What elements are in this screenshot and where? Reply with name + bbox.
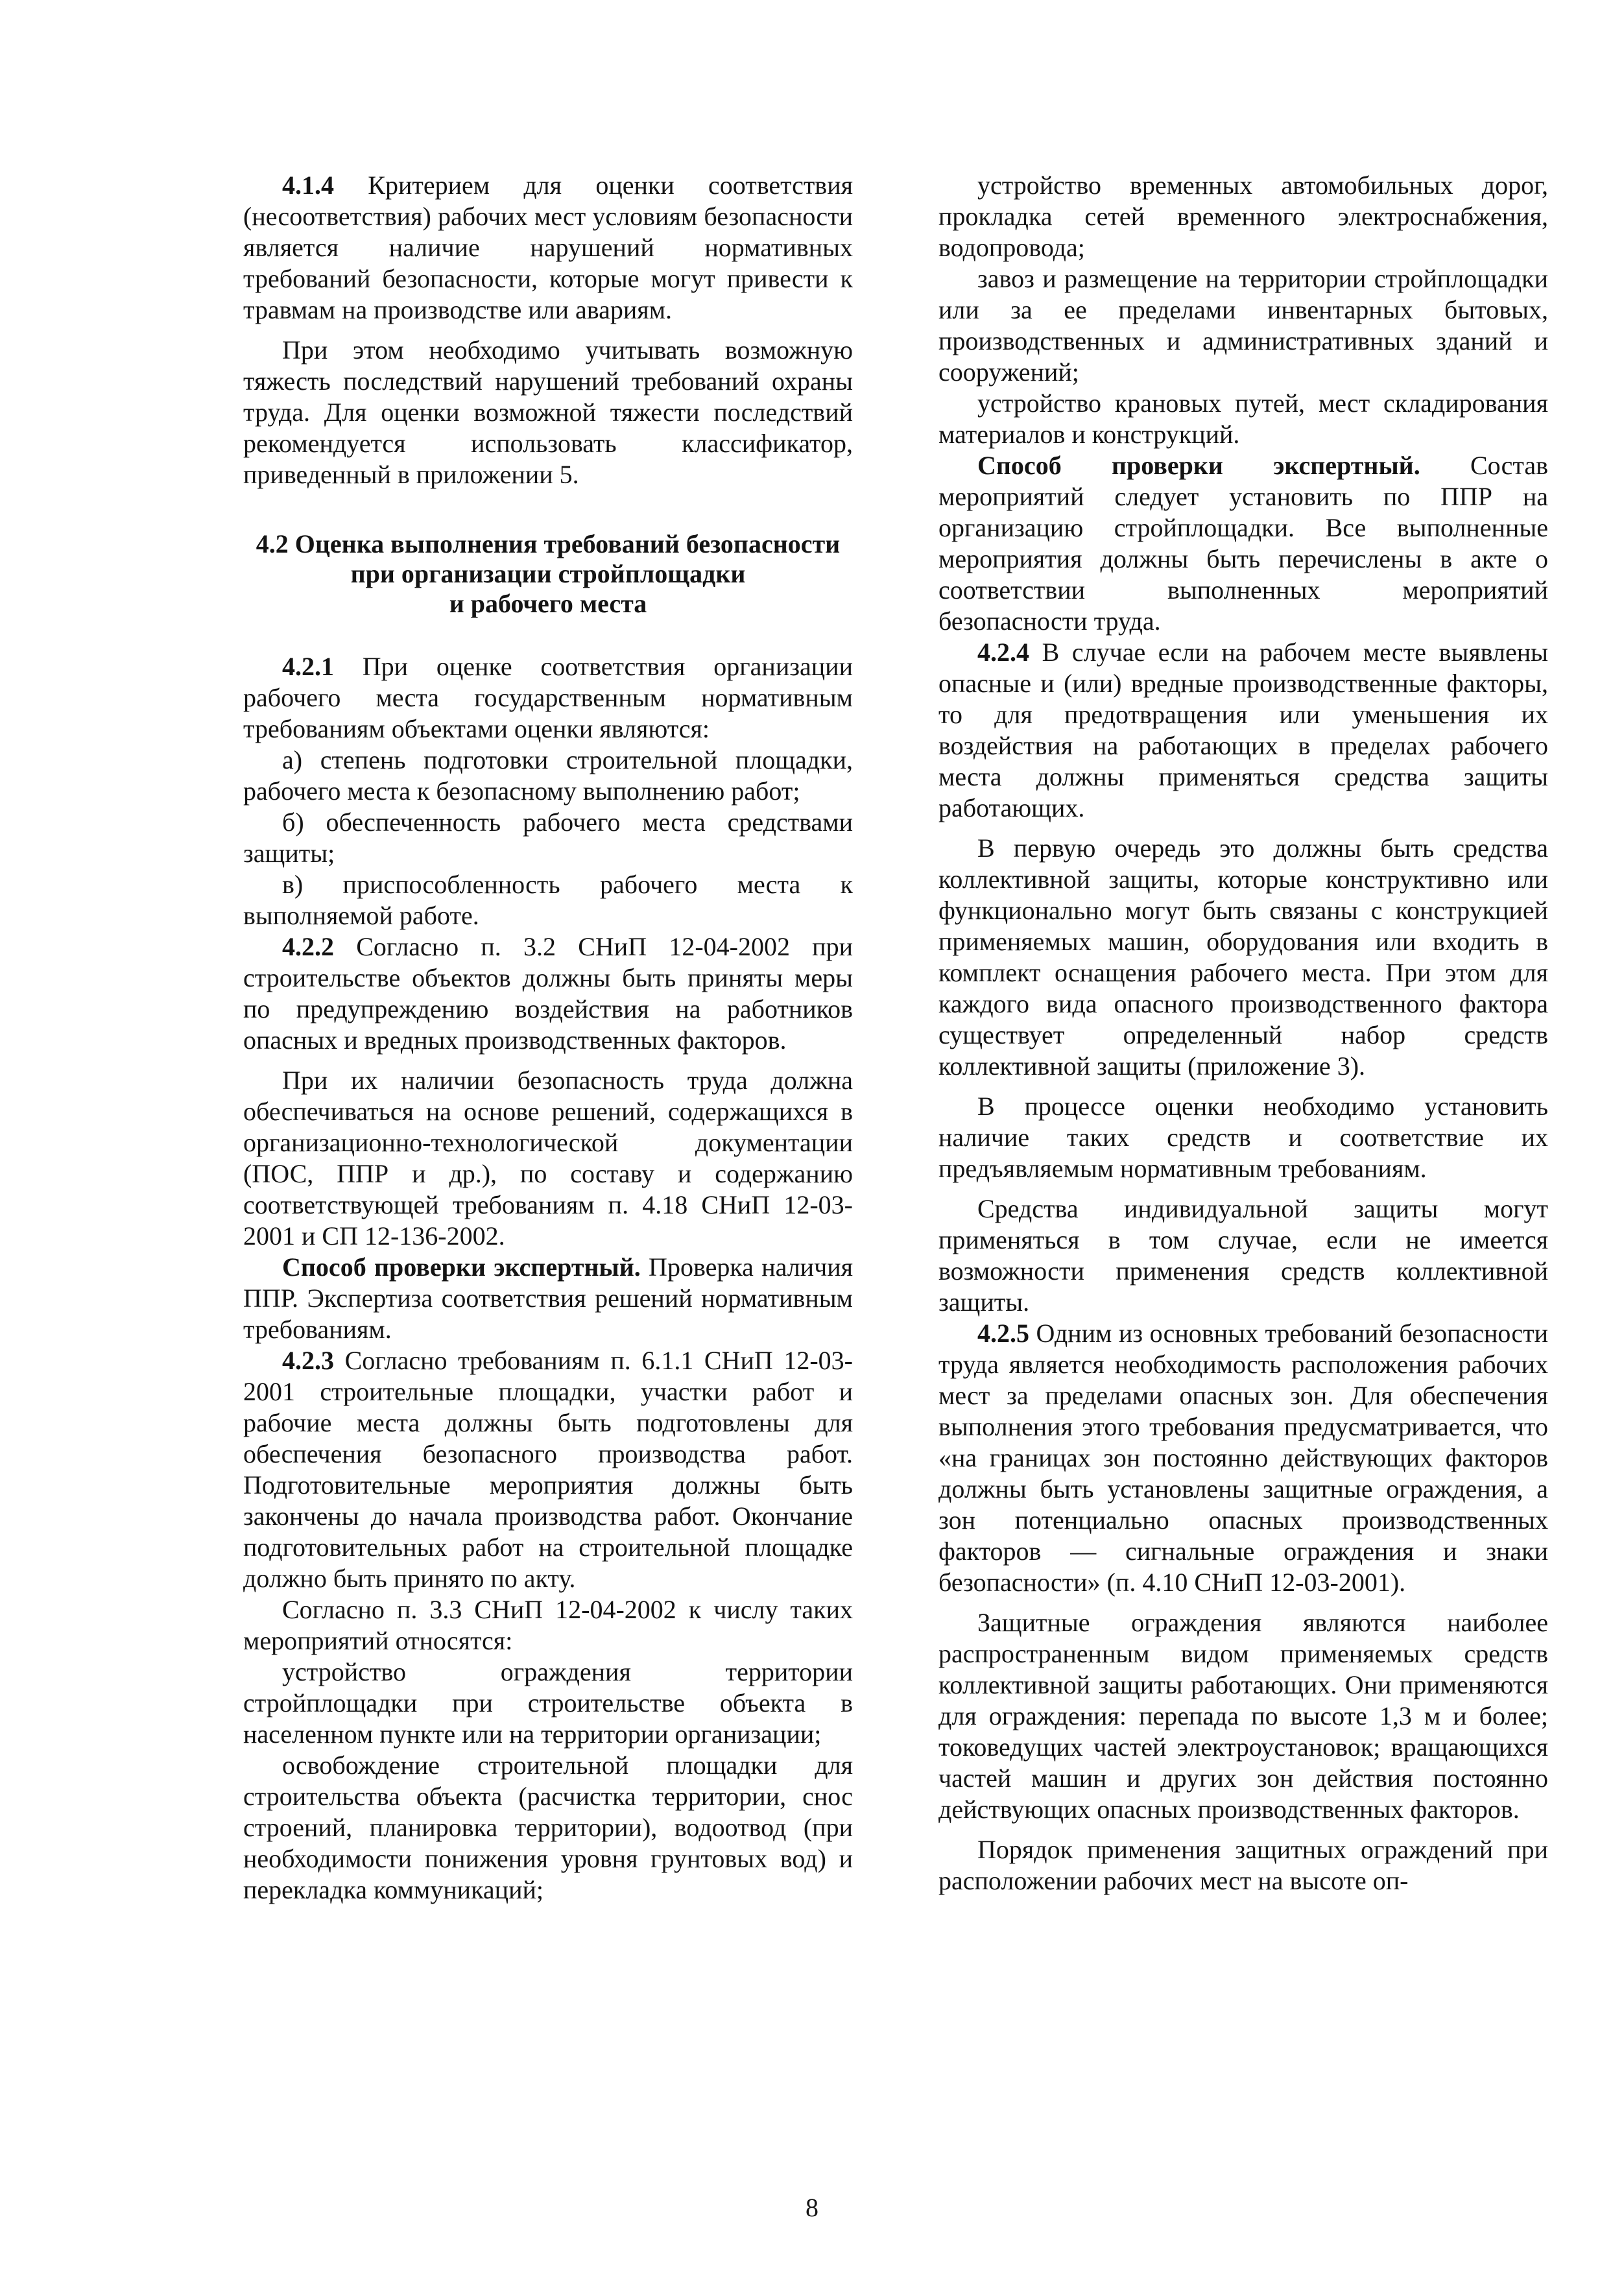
paragraph-4-2-4: [938, 637, 1548, 824]
clause-number: 4.2.5: [977, 1319, 1029, 1348]
paragraph-text: Состав мероприятий следует установить по ППР на организацию стройплощадки. Все выполненные мероприятия должны быть перечислены в акте о соответствии выполненных мероприятий безопасности труда.: [938, 451, 1549, 636]
paragraph-text: Согласно п. 3.2 СНиП 12-04-2002 при строительстве объектов должны быть приняты меры по предупреждению воздействия на работников опасных и вредных производственных факторов.: [243, 932, 853, 1055]
paragraph: Согласно п. 3.3 СНиП 12-04-2002 к числу таких мероприятий относятся:: [243, 1595, 853, 1655]
section-heading-4-2: [243, 529, 853, 619]
paragraph-text: Согласно требованиям п. 6.1.1 СНиП 12-03-2001 строительные площадки, участки работ и рабочие места должны быть подготовлены для обеспечения безопасного производства работ. Подготовительные мероприятия должны быть закончены до начала производства работ. Окончание подготовительных работ на строительной площадке должно быть принято по акту.: [243, 1346, 853, 1593]
list-item-b: б) обеспеченность рабочего места средствами защиты;: [243, 808, 853, 868]
list-item: устройство крановых путей, мест складирования материалов и конструкций.: [938, 389, 1548, 449]
paragraph: В процессе оценки необходимо установить наличие таких средств и соответствие их предъявляемым нормативным требованиям.: [938, 1092, 1548, 1183]
list-item: завоз и размещение на территории стройплощадки или за ее пределами инвентарных бытовых, производственных и административных зданий и сооружений;: [938, 264, 1548, 387]
heading-line: 4.2 Оценка выполнения требований безопасности: [256, 529, 841, 558]
check-method-paragraph: [243, 1252, 853, 1345]
paragraph: При этом необходимо учитывать возможную тяжесть последствий нарушений требований охраны труда. Для оценки возможной тяжести последствий рекомендуется использовать классификатор, приведенный в приложении 5.: [243, 335, 853, 489]
paragraph: Защитные ограждения являются наиболее распространенным видом применяемых средств коллективной защиты работающих. Они применяются для ограждения: перепада по высоте 1,3 м и более; токоведущих частей электроустановок; вращающихся частей машин и других зон действия постоянно действующих опасных производственных факторов.: [938, 1608, 1548, 1824]
list-item-a: а) степень подготовки строительной площадки, рабочего места к безопасному выполнению работ;: [243, 745, 853, 806]
paragraph-4-2-5: [938, 1318, 1548, 1598]
check-method-paragraph: [938, 450, 1548, 637]
paragraph-4-2-2: [243, 931, 853, 1056]
paragraph-text: Проверка наличия ППР. Экспертиза соответствия решений нормативным требованиям.: [243, 1252, 853, 1344]
check-method-label: Способ проверки экспертный.: [282, 1252, 641, 1282]
list-item: устройство временных автомобильных дорог, прокладка сетей временного электроснабжения, водопровода;: [938, 171, 1548, 262]
list-item: устройство ограждения территории стройплощадки при строительстве объекта в населенном пункте или на территории организации;: [243, 1657, 853, 1749]
paragraph-text: Критерием для оценки соответствия (несоответствия) рабочих мест условиям безопасности является наличие нарушений нормативных требований безопасности, которые могут привести к травмам на производстве или авариям.: [243, 171, 853, 324]
clause-number: 4.2.3: [282, 1346, 334, 1375]
page-number: 8: [806, 2193, 818, 2222]
paragraph-4-2-1: [243, 651, 853, 745]
paragraph-text: Одним из основных требований безопасности труда является необходимость расположения рабочих мест за пределами опасных зон. Для обеспечения выполнения этого требования предусматривается, что «на границах зон постоянно действующих факторов должны быть установлены защитные ограждения, а зон потенциально опасных производственных факторов — сигнальные ограждения и знаки безопасности» (п. 4.10 СНиП 12-03-2001).: [938, 1319, 1548, 1597]
clause-number: 4.2.1: [282, 652, 334, 681]
paragraph: Порядок применения защитных ограждений при расположении рабочих мест на высоте оп-: [938, 1835, 1548, 1895]
heading-line: и рабочего места: [449, 589, 647, 618]
paragraph: Средства индивидуальной защиты могут применяться в том случае, если не имеется возможности применения средств коллективной защиты.: [938, 1194, 1548, 1317]
left-column: [243, 170, 853, 1906]
paragraph: При их наличии безопасность труда должна обеспечиваться на основе решений, содержащихся в организационно-технологической документации (ПОС, ППР и др.), по составу и содержанию соответствующей требованиям п. 4.18 СНиП 12-03-2001 и СП 12-136-2002.: [243, 1066, 853, 1250]
right-column: [938, 170, 1548, 1896]
paragraph-4-1-4: [243, 170, 853, 326]
list-item: освобождение строительной площадки для строительства объекта (расчистка территории, снос строений, планировка территории), водоотвод (при необходимости понижения уровня грунтовых вод) и перекладка коммуникаций;: [243, 1751, 853, 1904]
clause-number: 4.1.4: [282, 171, 334, 200]
paragraph-text: При оценке соответствия организации рабочего места государственным нормативным требованиям объектами оценки являются:: [243, 652, 853, 743]
paragraph-text: В случае если на рабочем месте выявлены опасные и (или) вредные производственные факторы, то для предотвращения или уменьшения их воздействия на работающих в пределах рабочего места должны применяться средства защиты работающих.: [938, 638, 1548, 822]
check-method-label: Способ проверки экспертный.: [977, 451, 1420, 480]
clause-number: 4.2.4: [977, 638, 1029, 667]
clause-number: 4.2.2: [282, 932, 334, 961]
heading-line: при организации стройплощадки: [350, 559, 746, 588]
list-item-v: в) приспособленность рабочего места к выполняемой работе.: [243, 870, 853, 930]
paragraph-4-2-3: [243, 1345, 853, 1594]
paragraph: В первую очередь это должны быть средства коллективной защиты, которые конструктивно или функционально могут быть связаны с конструкцией применяемых машин, оборудования или входить в комплект оснащения рабочего места. При этом для каждого вида опасного производственного фактора существует определенный набор средств коллективной защиты (приложение 3).: [938, 833, 1548, 1081]
